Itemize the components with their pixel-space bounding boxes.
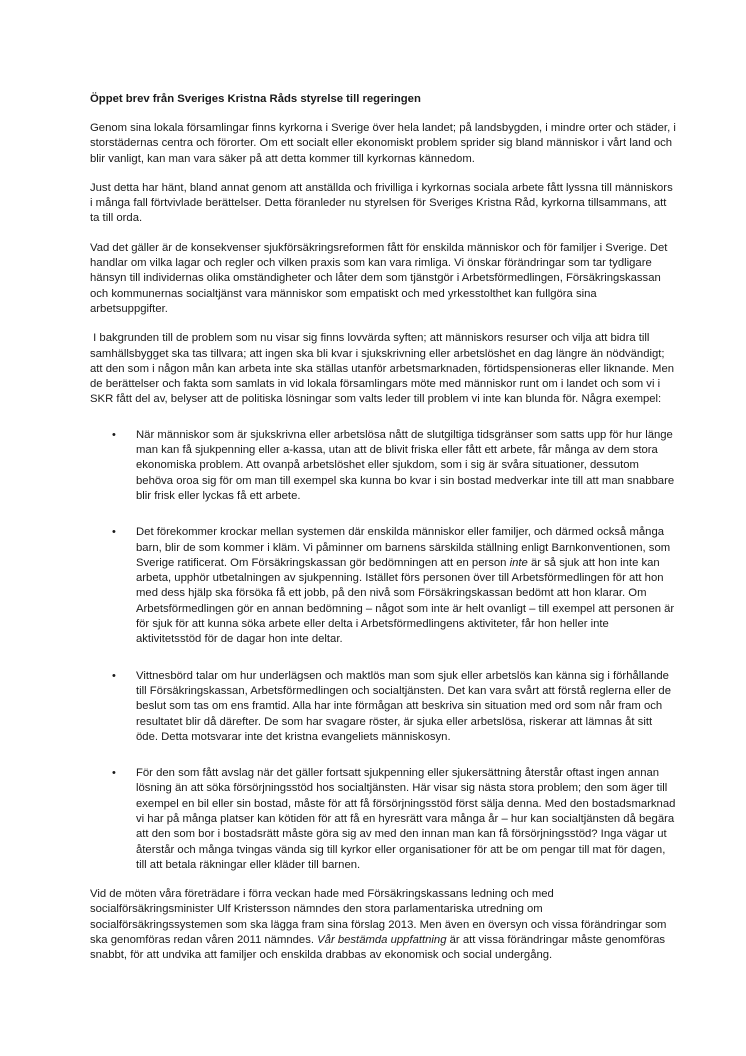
bullet-icon: • [112,428,116,441]
closing-text-pre: Vid de möten våra företrädare i förra veckan hade med Försäkringskassans ledning och med socialförsäkringsminister Ulf Kristersson nämndes den stora parlamentariska utredning om socialförsäkringssystemen som ska lägga fram sina förslag 2013. Men även en översyn och vissa förändringar som ska genomföras redan våren 2011 nämndes. [90,888,667,947]
bullet-text-post: är så sjuk att hon inte kan arbeta, upphör utbetalningen av sjukpenning. Istället förs personen över till Arbetsförmedlingen för att hon med dess hjälp ska försöka få ett jobb, på den nivå som Försäkringskassan bedömt att hon klarar. Om Arbetsförmedlingen gör en annan bedömning – något som inte är helt ovanligt – till exempel att personen är för sjuk för att kunna söka arbete eller delta i Arbetsförmedlingens aktiviteter, får hon heller inte aktivitetsstöd för de dagar hon inte deltar. [136,556,675,646]
bullet-icon: • [112,767,116,780]
bullet-text-pre: Det förekommer krockar mellan systemen där enskilda människor eller familjer, och därmed också många barn, blir de som kommer i kläm. Vi påminner om barnens särskilda ställning enligt Barnkonventionen, som Sverige ratificerat. Om Försäkringskassan gör bedömningen att en person [136,526,671,569]
bullet-text: När människor som är sjukskrivna eller arbetslösa nått de slutgiltiga tidsgränser som satts upp för hur länge man kan få sjukpenning eller a-kassa, utan att de blivit friska eller fått ett arbete, får många av dem stora ekonomiska problem. Att ovanpå arbetslöshet eller sjukdom, som i sig är svåra situationer, dessutom behöva oroa sig för om man till exempel ska kunna bo kvar i sin bostad medverkar inte till att man snabbare blir frisk eller lyckas få ett arbete. [136,428,675,502]
bullet-text: Vittnesbörd talar om hur underlägsen och maktlös man som sjuk eller arbetslös kan känna sig i förhållande till Försäkringskassan, Arbetsförmedlingen och socialtjänsten. Det kan vara svårt att förstå reglerna eller de beslut som tas om ens framtid. Alla har inte förmågan att beskriva sin situation med ord som når fram och resultatet blir då därefter. De som har svagare röster, är sjuka eller arbetslösa, riskerar att lämnas åt sitt öde. Detta motsvarar inte det kristna evangeliets människosyn. [136,669,671,743]
bullet-text-emphasis: inte [509,556,528,569]
document-title: Öppet brev från Sveriges Kristna Råds styrelse till regeringen [90,93,421,105]
paragraph-1: Genom sina lokala församlingar finns kyrkorna i Sverige över hela landet; på landsbygden, i mindre orter och städer, i storstädernas centra och förorter. Om ett socialt eller ekonomiskt problem sprider sig bland människor i vårt land och blir vanligt, kan man vara säker på att detta kommer till kyrkornas kännedom. [90,122,676,165]
bullet-item-1 [112,428,676,504]
bullet-icon: • [112,526,116,539]
bullet-list [90,428,676,873]
closing-paragraph [90,887,676,963]
bullet-icon: • [112,669,116,682]
bullet-item-4 [112,766,676,873]
closing-text-emphasis: Vår bestämda uppfattning [317,934,447,947]
closing-text-post: är att vissa förändringar måste genomföras snabbt, för att undvika att familjer och enskilda drabbas av ekonomisk och social undergång. [90,934,666,962]
bullet-item-3 [112,669,676,745]
bullet-text: För den som fått avslag när det gäller fortsatt sjukpenning eller sjukersättning återstår oftast ingen annan lösning än att söka försörjningsstöd hos socialtjänsten. Här visar sig nästa stora problem; den som äger till exempel en bil eller sin bostad, måste för att få försörjningsstöd först sälja denna. Med den bostadsmarknad vi har på många platser kan kötiden för att få en hyresrätt vara många år – hur kan socialtjänsten då begära att den som bor i bostadsrätt måste göra sig av med den innan man kan få försörjningsstöd? Inga vägar ut återstår och många tvingas vända sig till kyrkor eller organisationer för att be om pengar till mat för dagen, till att betala räkningar eller kläder till barnen. [136,767,676,871]
paragraph-4: I bakgrunden till de problem som nu visar sig finns lovvärda syften; att människors resurser och vilja att bidra till samhällsbygget ska tas tillvara; att ingen ska bli kvar i sjukskrivning eller arbetslöshet en dag längre än nödvändigt; att den som i någon mån kan arbeta inte ska ställas utanför arbetsmarknaden, förtidspensioneras eller liknande. Men de berättelser och fakta som samlats in vid lokala församlingars möte med människor runt om i landet och som vi i SKR fått del av, belyser att de politiska lösningar som valts leder till problem vi inte kan blunda för. Några exempel: [90,332,678,406]
bullet-item-2 [112,525,676,647]
paragraph-3: Vad det gäller är de konsekvenser sjukförsäkringsreformen fått för enskilda människor och för familjer i Sverige. Det handlar om vilka lagar och regler och vilken praxis som kan vara rimliga. Vi önskar förändringar som tar tydligare hänsyn till individernas olika omständigheter och låter dem som tjänstgör i Arbetsförmedlingen, Försäkringskassan och kommunernas socialtjänst vara människor som empatiskt och med yrkesstolthet kan fullgöra sina arbetsuppgifter. [90,241,668,315]
paragraph-2: Just detta har hänt, bland annat genom att anställda och frivilliga i kyrkornas sociala arbete fått lyssna till människors i många fall förtvivlade berättelser. Detta föranleder nu styrelsen för Sveriges Kristna Råd, kyrkorna tillsammans, att ta till orda. [90,181,673,225]
